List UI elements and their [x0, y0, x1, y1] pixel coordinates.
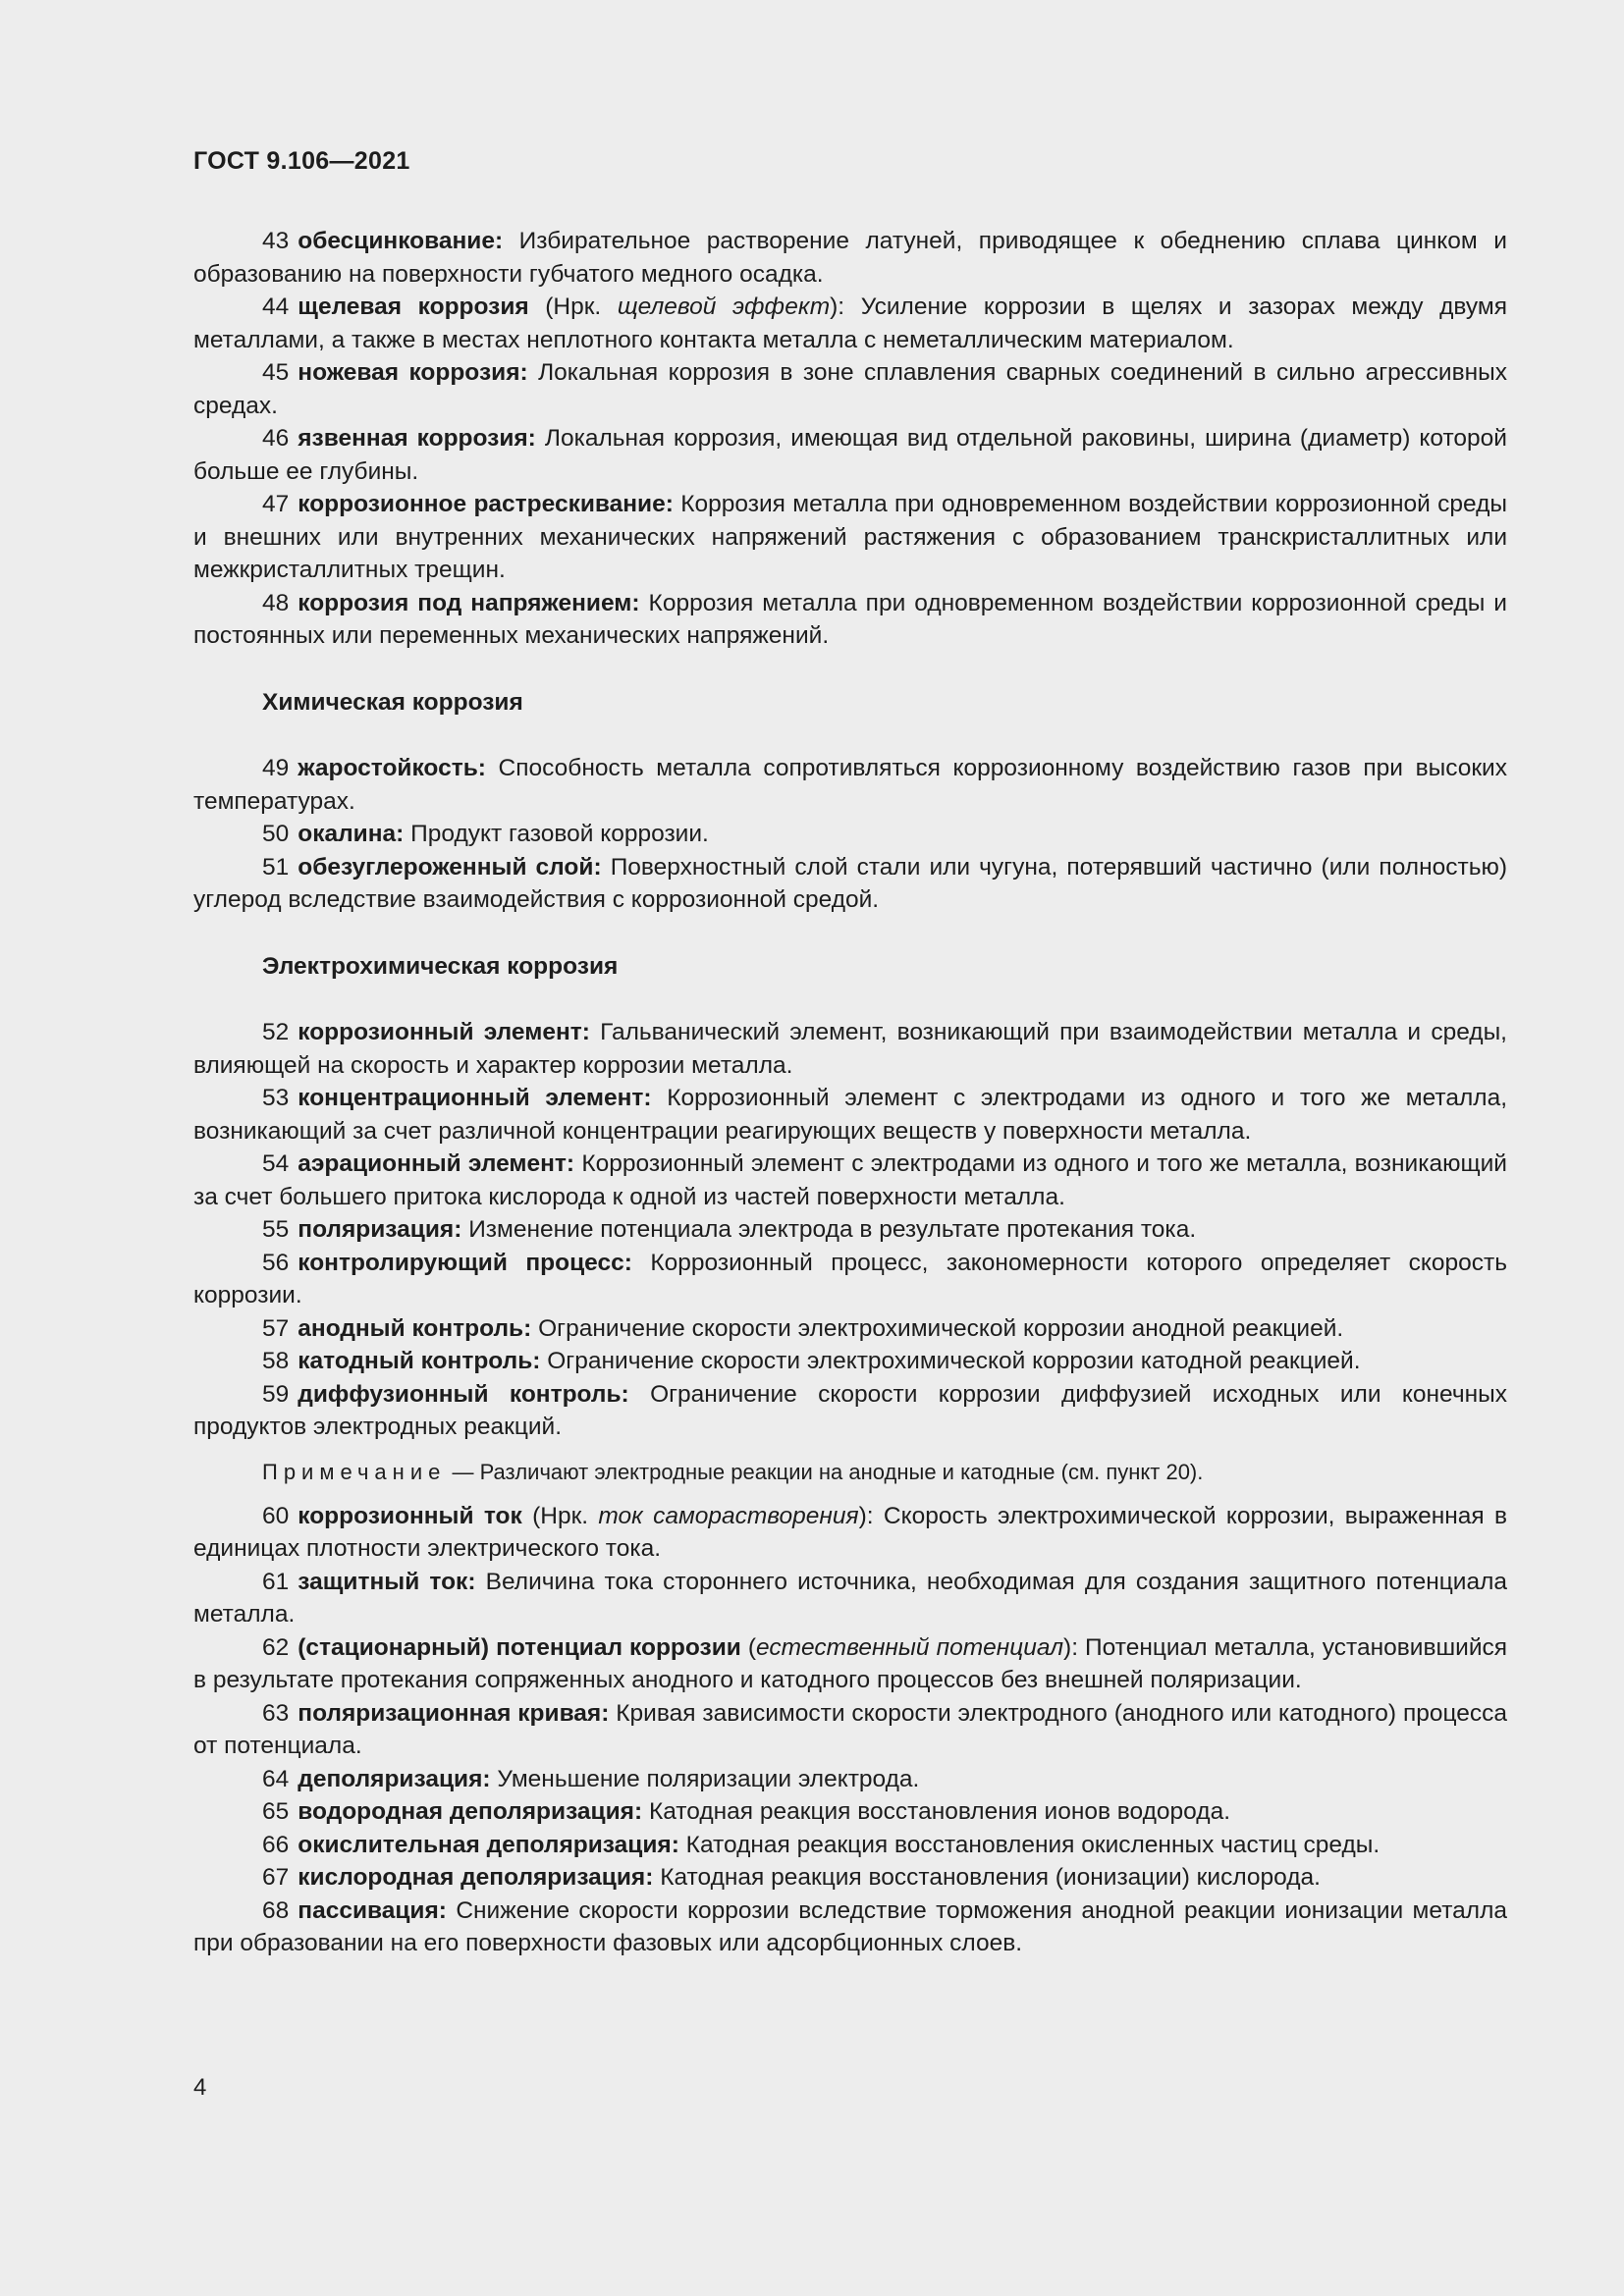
term-synonym-suffix: ): [858, 1502, 874, 1529]
term-definition: Катодная реакция восстановления окисленных частиц среды. [685, 1831, 1380, 1858]
term-definition: Снижение скорости коррозии вследствие торможения анодной реакции ионизации металла при образовании на его поверхности фазовых или адсорбционных слоев. [193, 1896, 1507, 1956]
term-entry-52 [193, 1016, 1507, 1082]
term-number: 54 [262, 1150, 290, 1177]
term-number: 58 [262, 1348, 290, 1374]
term-number: 43 [262, 228, 290, 254]
term-number: 64 [262, 1765, 290, 1792]
term-definition: Гальванический элемент, возникающий при взаимодействии металла и среды, влияющей на скорость и характер коррозии металла. [193, 1019, 1507, 1079]
term-name: обесцинкование: [298, 228, 504, 254]
term-name: окислительная деполяризация: [298, 1831, 679, 1858]
term-entry-59 [193, 1378, 1507, 1444]
note-text: — Различают электродные реакции на анодные и катодные (см. пункт 20). [446, 1459, 1204, 1484]
terms-group-4 [193, 1500, 1507, 1960]
term-definition: Изменение потенциала электрода в результате протекания тока. [468, 1216, 1197, 1243]
term-name: ножевая коррозия: [298, 359, 528, 386]
term-name: коррозионный ток [298, 1502, 522, 1529]
term-definition: Уменьшение поляризации электрода. [497, 1765, 920, 1792]
term-synonym-suffix: ): [830, 294, 845, 320]
term-name: пассивация: [298, 1896, 447, 1924]
term-definition: Продукт газовой коррозии. [410, 821, 709, 847]
term-number: 50 [262, 821, 290, 847]
terms-group-1 [193, 225, 1507, 653]
term-definition: Локальная коррозия в зоне сплавления сварных соединений в сильно агрессивных средах. [193, 359, 1507, 419]
term-entry-43 [193, 225, 1507, 291]
term-synonym-prefix: (Нрк. [528, 294, 618, 320]
terms-group-2 [193, 752, 1507, 917]
term-entry-57 [193, 1312, 1507, 1346]
term-entry-61 [193, 1566, 1507, 1631]
term-definition: Усиление коррозии в щелях и зазорах между двумя металлами, а также в местах неплотного контакта металла с неметаллическим материалом. [193, 294, 1507, 353]
term-definition: Потенциал металла, установившийся в результате протекания сопряженных анодного и катодного процессов без внешней поляризации. [193, 1633, 1508, 1693]
term-number: 49 [262, 755, 290, 781]
term-entry-46 [193, 422, 1507, 488]
term-entry-53 [193, 1082, 1507, 1148]
term-synonym: естественный потенциал [756, 1633, 1064, 1661]
term-number: 61 [262, 1568, 290, 1595]
term-entry-48 [193, 587, 1507, 653]
section-title-electrochemical-corrosion: Электрохимическая коррозия [262, 952, 619, 980]
term-number: 48 [262, 589, 290, 616]
term-name: язвенная коррозия: [298, 425, 536, 452]
term-entry-60 [193, 1500, 1507, 1566]
term-definition: Коррозия металла при одновременном воздействии коррозионной среды и постоянных или переменных механических напряжений. [193, 589, 1507, 649]
term-entry-58 [193, 1345, 1507, 1378]
note-label: Примечание [262, 1459, 447, 1484]
term-definition: Катодная реакция восстановления ионов водорода. [648, 1798, 1230, 1825]
term-name: контролирующий процесс: [298, 1249, 632, 1276]
term-name: водородная деполяризация: [298, 1798, 643, 1825]
term-synonym-prefix: (Нрк. [521, 1502, 599, 1529]
term-entry-67 [193, 1861, 1507, 1895]
document-body [193, 225, 1507, 1960]
term-synonym: щелевой эффект [617, 294, 831, 320]
term-name: диффузионный контроль: [298, 1380, 629, 1408]
term-entry-50 [193, 818, 1507, 851]
term-definition: Способность металла сопротивляться коррозионному воздействию газов при высоких температурах. [193, 755, 1507, 815]
term-name: коррозионное растрескивание: [298, 491, 674, 517]
term-number: 65 [262, 1798, 290, 1825]
term-entry-54 [193, 1148, 1507, 1213]
term-entry-44 [193, 291, 1507, 356]
term-name: защитный ток: [298, 1568, 476, 1595]
term-entry-45 [193, 356, 1507, 422]
term-name: деполяризация: [298, 1765, 491, 1792]
term-definition: Локальная коррозия, имеющая вид отдельной раковины, ширина (диаметр) которой больше ее глубины. [193, 425, 1507, 485]
term-number: 47 [262, 491, 290, 517]
term-number: 57 [262, 1314, 290, 1342]
term-number: 67 [262, 1864, 290, 1891]
term-number: 51 [262, 853, 290, 881]
term-definition: Ограничение скорости электрохимической коррозии анодной реакцией. [538, 1314, 1344, 1342]
term-number: 55 [262, 1216, 290, 1243]
term-definition: Коррозия металла при одновременном воздействии коррозионной среды и внешних или внутренних механических напряжений растяжения с образованием транскристаллитных или межкристаллитных трещин. [193, 491, 1507, 583]
term-entry-51 [193, 851, 1507, 917]
terms-group-3 [193, 1016, 1507, 1444]
term-entry-66 [193, 1829, 1507, 1862]
term-definition: Коррозионный процесс, закономерности которого определяет скорость коррозии. [193, 1249, 1508, 1308]
term-entry-64 [193, 1763, 1507, 1796]
document-header: ГОСТ 9.106—2021 [193, 147, 410, 175]
term-entry-63 [193, 1697, 1507, 1763]
term-number: 52 [262, 1019, 290, 1045]
term-name: коррозия под напряжением: [298, 589, 640, 616]
term-name: кислородная деполяризация: [298, 1864, 654, 1891]
term-name: (стационарный) потенциал коррозии [298, 1633, 741, 1661]
note [262, 1457, 1507, 1488]
section-title-chemical-corrosion: Химическая коррозия [262, 688, 523, 716]
term-definition: Поверхностный слой стали или чугуна, потерявший частично (или полностью) углерод вследствие взаимодействия с коррозионной средой. [193, 853, 1508, 913]
term-definition: Кривая зависимости скорости электродного (анодного или катодного) процесса от потенциала. [193, 1699, 1507, 1759]
term-definition: Величина тока стороннего источника, необходимая для создания защитного потенциала металла. [193, 1568, 1507, 1628]
term-number: 60 [262, 1502, 290, 1529]
term-entry-65 [193, 1795, 1507, 1829]
term-number: 46 [262, 425, 290, 452]
term-number: 45 [262, 359, 290, 386]
term-number: 68 [262, 1896, 290, 1924]
term-definition: Коррозионный элемент с электродами из одного и того же металла, возникающий за счет большего притока кислорода к одной из частей поверхности металла. [193, 1150, 1507, 1210]
term-number: 59 [262, 1380, 290, 1408]
term-entry-56 [193, 1247, 1507, 1312]
term-entry-62 [193, 1631, 1507, 1697]
term-entry-47 [193, 488, 1507, 587]
term-synonym-suffix: ): [1063, 1633, 1078, 1661]
term-name: жаростойкость: [298, 755, 486, 781]
term-definition: Ограничение скорости коррозии диффузией исходных или конечных продуктов электродных реакций. [193, 1380, 1507, 1440]
term-name: катодный контроль: [298, 1348, 541, 1374]
term-number: 63 [262, 1699, 290, 1727]
term-name: обезуглероженный слой: [298, 853, 602, 881]
term-synonym: ток саморастворения [598, 1502, 859, 1529]
term-entry-68 [193, 1895, 1507, 1960]
term-name: коррозионный элемент: [298, 1019, 590, 1045]
page-number: 4 [193, 2074, 207, 2101]
term-definition: Ограничение скорости электрохимической коррозии катодной реакцией. [547, 1348, 1361, 1374]
term-number: 66 [262, 1831, 290, 1858]
term-entry-55 [193, 1213, 1507, 1247]
term-number: 44 [262, 294, 290, 320]
term-synonym-prefix: ( [740, 1633, 757, 1661]
term-entry-49 [193, 752, 1507, 818]
term-name: поляризационная кривая: [298, 1699, 610, 1727]
term-name: аэрационный элемент: [298, 1150, 575, 1177]
term-number: 53 [262, 1085, 290, 1111]
term-definition: Катодная реакция восстановления (ионизации) кислорода. [660, 1864, 1321, 1891]
term-name: концентрационный элемент: [298, 1085, 652, 1111]
term-number: 62 [262, 1633, 290, 1661]
term-definition: Коррозионный элемент с электродами из одного и того же металла, возникающий за счет различной концентрации реагирующих веществ у поверхности металла. [193, 1085, 1508, 1145]
term-definition: Скорость электрохимической коррозии, выраженная в единицах плотности электрического тока. [193, 1502, 1507, 1562]
term-definition: Избирательное растворение латуней, приводящее к обеднению сплава цинком и образованию на поверхности губчатого медного осадка. [193, 228, 1507, 288]
term-name: поляризация: [298, 1216, 462, 1243]
term-name: окалина: [298, 821, 405, 847]
term-number: 56 [262, 1249, 290, 1276]
term-name: анодный контроль: [298, 1314, 532, 1342]
term-name: щелевая коррозия [298, 294, 529, 320]
